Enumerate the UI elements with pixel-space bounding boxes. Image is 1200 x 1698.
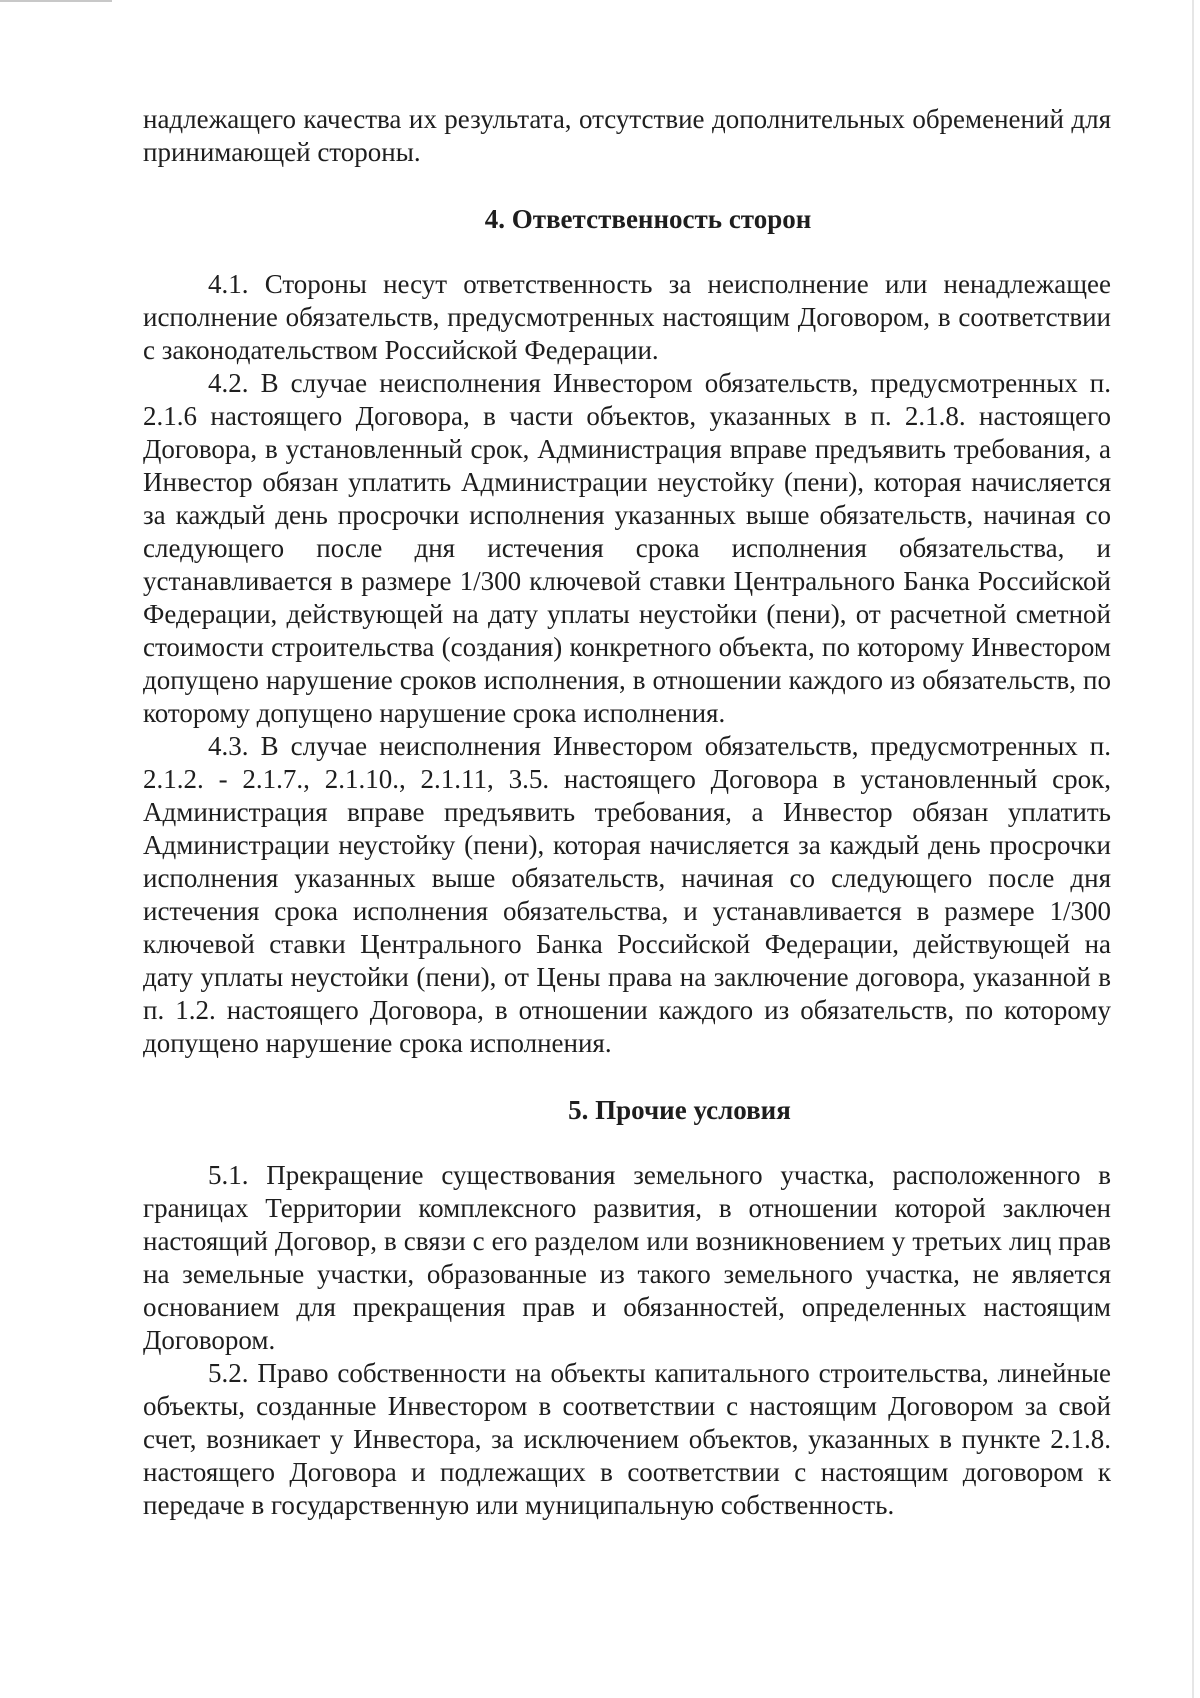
section-4-heading: 4. Ответственность сторон <box>484 204 812 234</box>
intro-paragraph: надлежащего качества их результата, отсутствие дополнительных обременений для принимающей стороны. <box>143 104 1111 167</box>
clause-4-1: 4.1. Стороны несут ответственность за неисполнение или ненадлежащее исполнение обязательств, предусмотренных настоящим Договором, в соответствии с законодательством Российской Федерации. <box>143 269 1111 365</box>
scan-edge-top <box>0 0 112 2</box>
clause-4-2: 4.2. В случае неисполнения Инвестором обязательств, предусмотренных п. 2.1.6 настоящего Договора, в части объектов, указанных в п. 2.1.8. настоящего Договора, в установленный срок, Администрация вправе предъявить требования, а Инвестор обязан уплатить Администрации неустойку (пени), которая начисляется за каждый день просрочки исполнения указанных выше обязательств, начиная со следующего после дня истечения срока исполнения обязательства, и устанавливается в размере 1/300 ключевой ставки Центрального Банка Российской Федерации, действующей на дату уплаты неустойки (пени), от расчетной сметной стоимости строительства (создания) конкретного объекта, по которому Инвестором допущено нарушение сроков исполнения, в отношении каждого из обязательств, по которому допущено нарушение срока исполнения. <box>143 368 1111 728</box>
document-body <box>143 103 1111 1522</box>
clause-5-2: 5.2. Право собственности на объекты капитального строительства, линейные объекты, созданные Инвестором в соответствии с настоящим Договором за свой счет, возникает у Инвестора, за исключением объектов, указанных в пункте 2.1.8. настоящего Договора и подлежащих в соответствии с настоящим договором к передаче в государственную или муниципальную собственность. <box>143 1358 1111 1520</box>
section-5-heading: 5. Прочие условия <box>568 1095 791 1125</box>
clause-4-3: 4.3. В случае неисполнения Инвестором обязательств, предусмотренных п. 2.1.2. - 2.1.7., 2.1.10., 2.1.11, 3.5. настоящего Договора в установленный срок, Администрация вправе предъявить требования, а Инвестор обязан уплатить Администрации неустойку (пени), которая начисляется за каждый день просрочки исполнения указанных выше обязательств, начиная со следующего после дня истечения срока исполнения обязательства, и устанавливается в размере 1/300 ключевой ставки Центрального Банка Российской Федерации, действующей на дату уплаты неустойки (пени), от Цены права на заключение договора, указанной в п. 1.2. настоящего Договора, в отношении каждого из обязательств, по которому допущено нарушение срока исполнения. <box>143 731 1111 1058</box>
scan-edge-right <box>1192 0 1194 1698</box>
clause-5-1: 5.1. Прекращение существования земельного участка, расположенного в границах Территории комплексного развития, в отношении которой заключен настоящий Договор, в связи с его разделом или возникновением у третьих лиц прав на земельные участки, образованные из такого земельного участка, не является основанием для прекращения прав и обязанностей, определенных настоящим Договором. <box>143 1160 1111 1355</box>
